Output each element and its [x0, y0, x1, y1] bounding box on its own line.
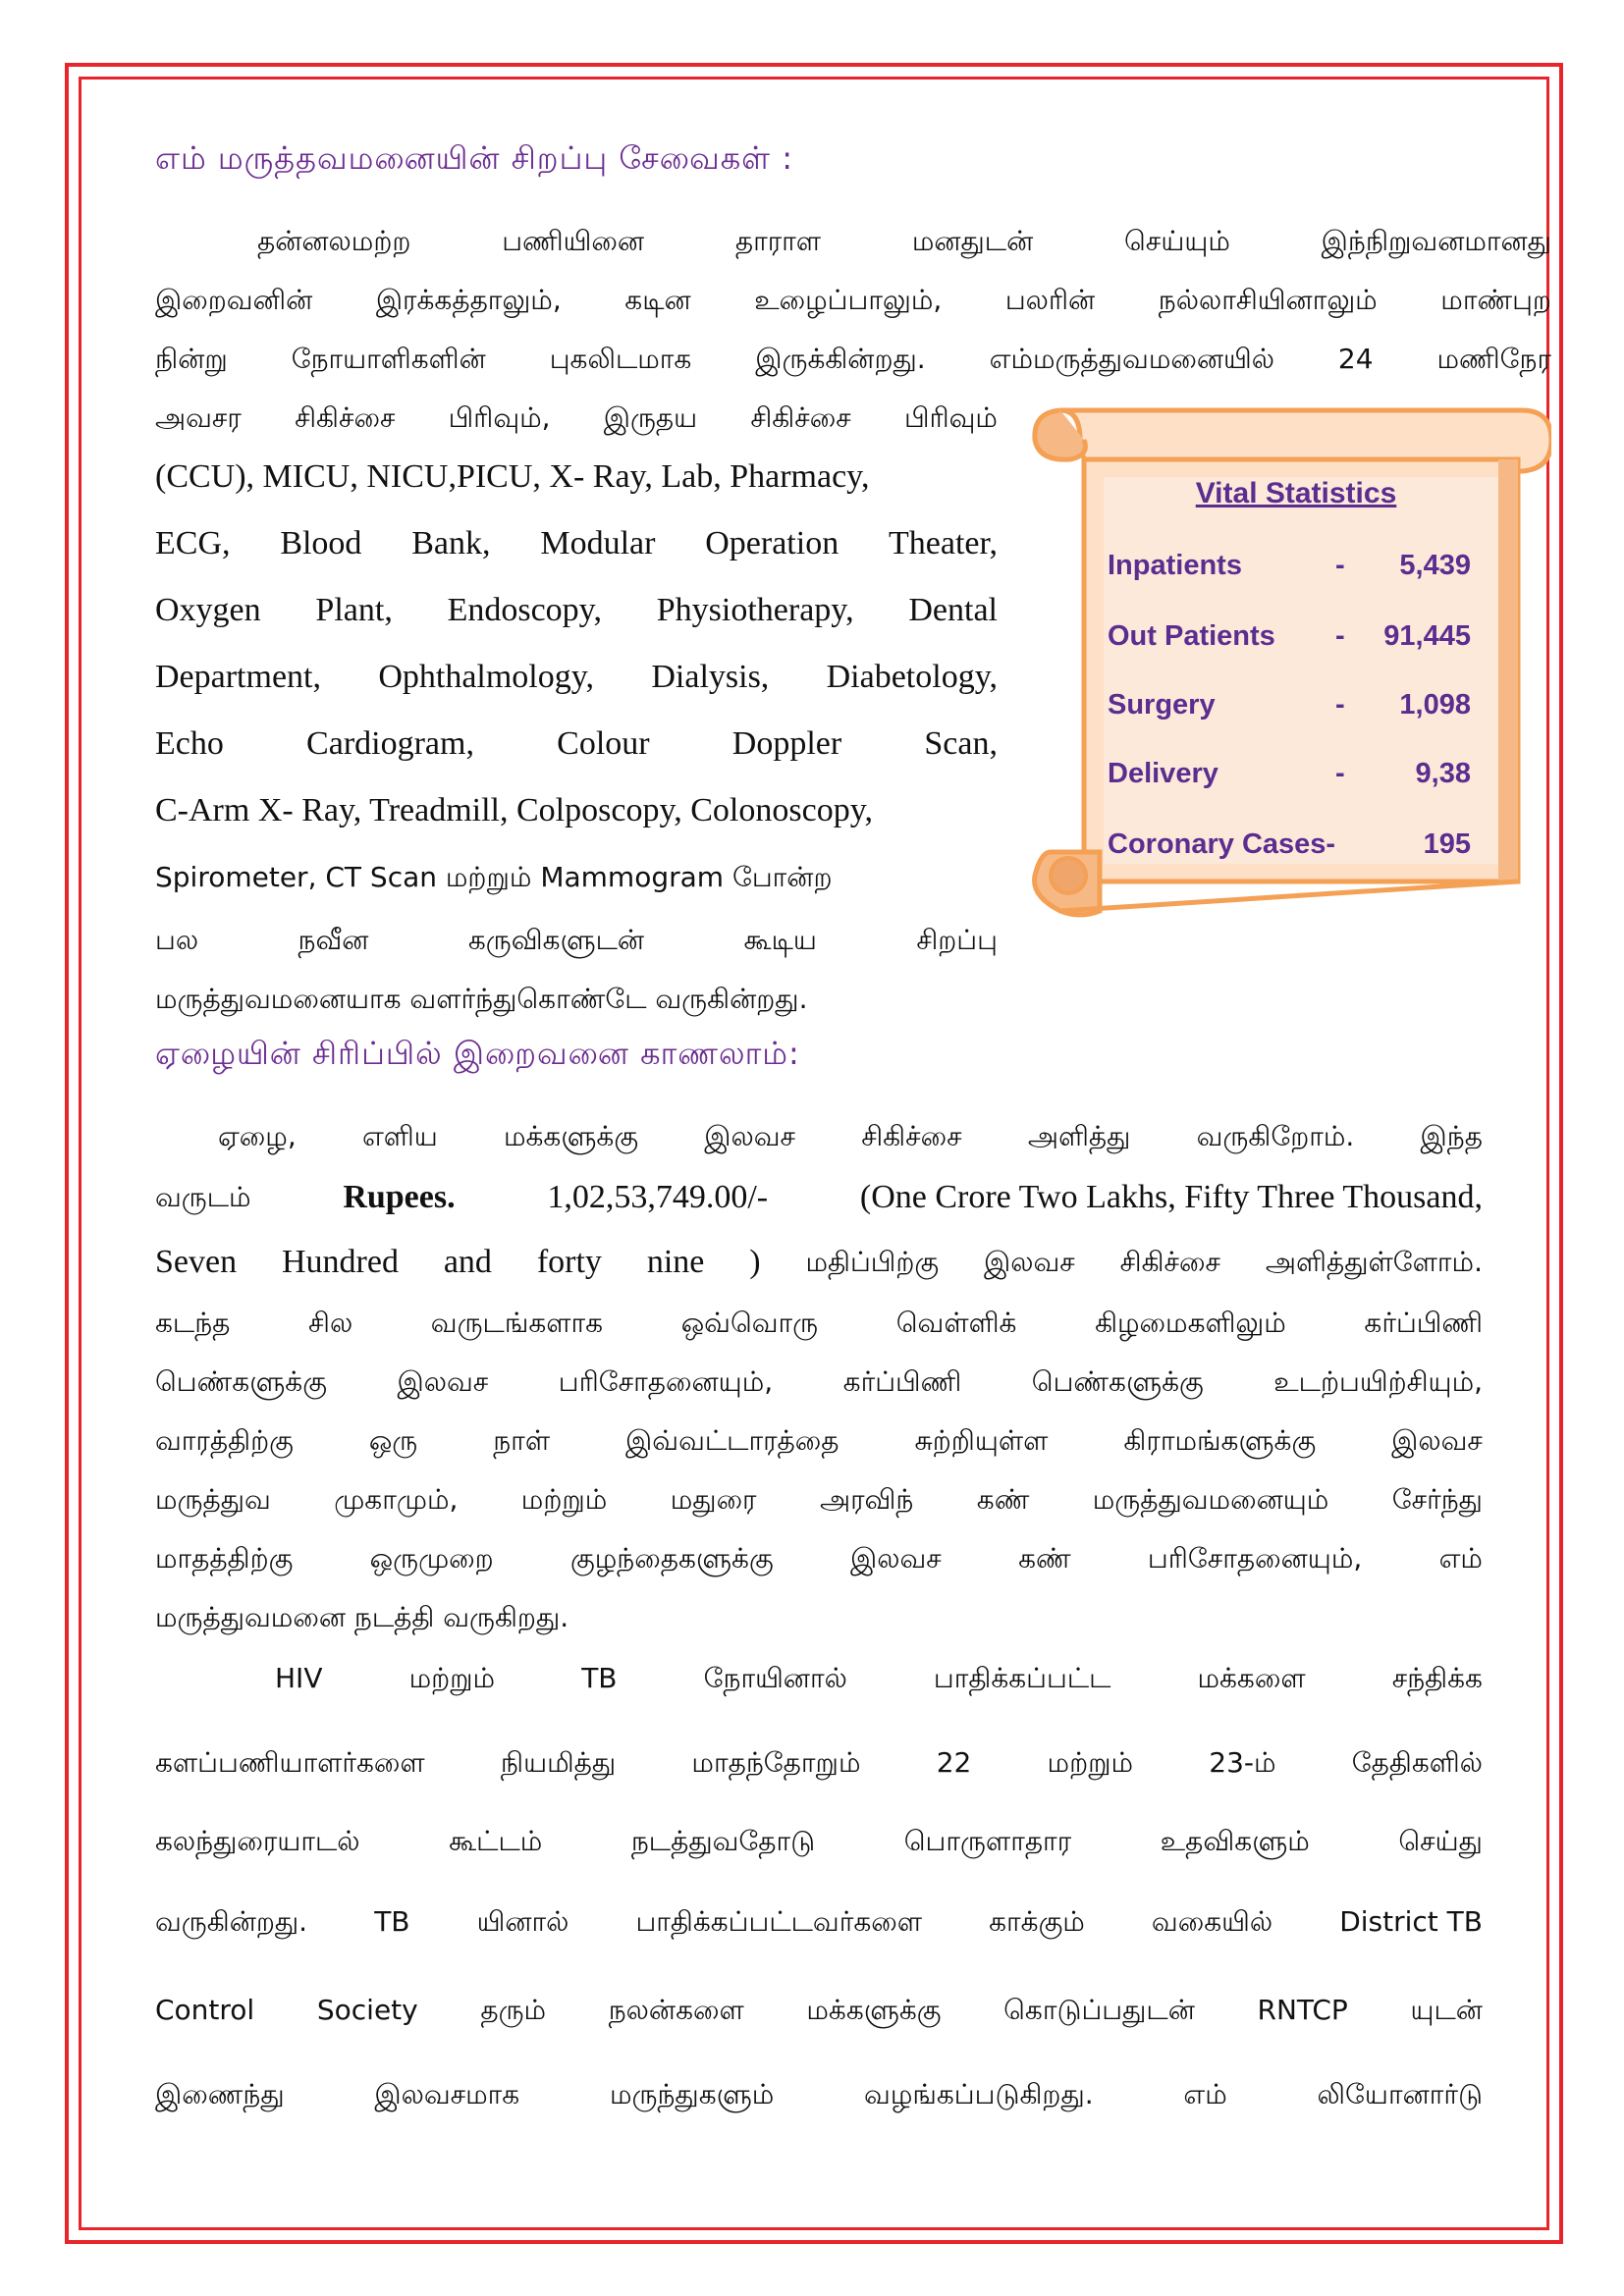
section2-line: [155, 1243, 1483, 1282]
section2-line: [155, 1743, 1483, 1783]
word: மதுரை: [670, 1483, 757, 1516]
word: District TB: [1339, 1905, 1483, 1938]
word: Cardiogram,: [306, 725, 474, 762]
word: இந்த: [1420, 1120, 1483, 1152]
word: Seven: [155, 1244, 238, 1280]
word: யினால்: [476, 1905, 569, 1938]
word: Bank,: [411, 525, 491, 561]
word: வருகிறோம்.: [1196, 1120, 1355, 1152]
word: இலவச: [704, 1120, 796, 1152]
word: இலவசமாக: [374, 2078, 520, 2110]
word: Oxygen: [155, 592, 261, 628]
section1-heading: எம் மருத்தவமனையின் சிறப்பு சேவைகள் :: [155, 139, 793, 177]
section1-line: [257, 222, 1551, 261]
word: கொடுப்பதுடன்: [1003, 1994, 1195, 2026]
word: Society: [316, 1994, 418, 2026]
word: ஏழை,: [218, 1120, 297, 1152]
vital-statistics-row: [1108, 689, 1471, 728]
stat-dash: -: [1335, 689, 1345, 721]
word: மாண்புற: [1440, 284, 1551, 316]
section1-line: [155, 591, 998, 630]
section2-line: [155, 1598, 568, 1637]
section2-line: [155, 1991, 1483, 2030]
word: கிழமைகளிலும்: [1095, 1307, 1286, 1339]
word: பலரின்: [1004, 284, 1096, 316]
word: குழந்தைகளுக்கு: [570, 1542, 774, 1575]
word: யுடன்: [1410, 1994, 1483, 2026]
word: இருக்கின்றது.: [755, 343, 926, 375]
word: மருந்துகளும்: [609, 2078, 775, 2110]
word: களப்பணியாளர்களை: [155, 1746, 425, 1779]
stat-dash: -: [1335, 758, 1345, 789]
word: சந்திக்க: [1391, 1662, 1483, 1694]
section1-line: [155, 858, 998, 897]
word: தேதிகளில்: [1351, 1746, 1483, 1779]
word: Hundred: [281, 1244, 399, 1280]
stat-label: Inpatients: [1108, 550, 1242, 581]
word: உடற்பயிற்சியும்,: [1273, 1365, 1483, 1398]
section2-line: [155, 1178, 1483, 1217]
word: கூட்டம்: [449, 1825, 543, 1857]
word: நின்று: [155, 343, 228, 375]
word: RNTCP: [1257, 1994, 1348, 2026]
word: மருத்துவமனையாக வளர்ந்துகொண்டே வருகின்றது.: [155, 983, 808, 1015]
word: நோயாளிகளின்: [291, 343, 486, 375]
word: பிரிவும்,: [448, 401, 551, 434]
word: வருகின்றது.: [155, 1905, 308, 1938]
word: இறைவனின்: [155, 284, 313, 316]
word: கடின: [624, 284, 691, 316]
section1-line: [155, 399, 998, 438]
word: மனதுடன்: [911, 225, 1034, 257]
word: Department,: [155, 659, 321, 695]
stat-value: 91,445: [1383, 620, 1471, 652]
stat-value: 195: [1423, 828, 1471, 860]
word: Spirometer, CT Scan மற்றும் Mammogram போன்ற: [155, 861, 833, 893]
word: எம்: [1183, 2078, 1227, 2110]
word: 24: [1337, 343, 1374, 375]
word: C-Arm X- Ray, Treadmill, Colposcopy, Colonoscopy,: [155, 792, 873, 828]
word: Control: [155, 1994, 255, 2026]
word: Echo: [155, 725, 224, 762]
word: இந்நிறுவனமானது: [1321, 225, 1551, 257]
stat-label: Coronary Cases-: [1108, 828, 1336, 860]
vital-statistics-row: [1108, 550, 1471, 589]
word: மாதந்தோறும்: [691, 1746, 861, 1779]
word: பரிசோதனையும்,: [558, 1365, 774, 1398]
section2-line: [155, 1822, 1483, 1861]
word: Theater,: [889, 525, 998, 561]
word: Ophthalmology,: [378, 659, 595, 695]
word: பாதிக்கப்பட்ட: [933, 1662, 1111, 1694]
vital-statistics-row: [1108, 828, 1471, 868]
word: இலவச: [397, 1365, 489, 1398]
word: மக்களை: [1197, 1662, 1306, 1694]
stat-value: 9,38: [1415, 758, 1471, 789]
word: Rupees.: [343, 1179, 456, 1215]
word: மற்றும்: [520, 1483, 608, 1516]
word: உதவிகளும்: [1160, 1825, 1310, 1857]
stat-label: Out Patients: [1108, 620, 1275, 652]
section1-line: [155, 281, 1551, 320]
word: வருடங்களாக: [430, 1307, 604, 1339]
section1-line: [155, 524, 998, 563]
word: மருத்துவமனையும்: [1092, 1483, 1329, 1516]
stat-dash: -: [1335, 550, 1345, 581]
word: அளித்துள்ளோம்.: [1265, 1246, 1483, 1278]
word: மற்றும்: [1047, 1746, 1134, 1779]
word: மக்களுக்கு: [503, 1120, 639, 1152]
word: அவசர: [155, 401, 242, 434]
word: வருடம்: [155, 1181, 251, 1213]
word: வெள்ளிக்: [895, 1307, 1017, 1339]
stat-label: Delivery: [1108, 758, 1218, 789]
word: 22: [936, 1746, 972, 1779]
section1-line: [155, 724, 998, 764]
word: சில: [308, 1307, 353, 1339]
word: இவ்வட்டாரத்தை: [625, 1424, 839, 1457]
word: எளிய: [361, 1120, 438, 1152]
section1-line: [155, 791, 998, 830]
word: Blood: [280, 525, 362, 561]
word: Colour: [557, 725, 650, 762]
section1-line: [155, 658, 998, 697]
word: Modular: [540, 525, 656, 561]
word: நடத்துவதோடு: [630, 1825, 816, 1857]
word: மணிநேர: [1436, 343, 1551, 375]
section1-line: [155, 340, 1551, 379]
word: கர்ப்பிணி: [842, 1365, 962, 1398]
section2-line: [155, 1421, 1483, 1461]
word: Dialysis,: [651, 659, 770, 695]
word: (CCU), MICU, NICU,PICU, X- Ray, Lab, Pharmacy,: [155, 458, 870, 495]
word: ஒரு: [368, 1424, 418, 1457]
word: தன்னலமற்ற: [257, 225, 411, 257]
word: அரவிந்: [819, 1483, 914, 1516]
section2-line: [155, 1902, 1483, 1942]
word: செய்யும்: [1124, 225, 1230, 257]
section1-line: [155, 921, 998, 960]
word: செய்து: [1398, 1825, 1483, 1857]
word: பெண்களுக்கு: [1031, 1365, 1204, 1398]
section2-line: [155, 2075, 1483, 2114]
word: சிகிச்சை: [861, 1120, 962, 1152]
word: பெண்களுக்கு: [155, 1365, 327, 1398]
word: இணைந்து: [155, 2078, 285, 2110]
word: ஒவ்வொரு: [680, 1307, 819, 1339]
word: லியோனார்டு: [1317, 2078, 1483, 2110]
word: சிறப்பு: [916, 924, 998, 956]
word: நாள்: [493, 1424, 551, 1457]
section2-heading: ஏழையின் சிரிப்பில் இறைவனை காணலாம்:: [155, 1035, 800, 1072]
word: HIV: [275, 1662, 323, 1694]
word: மதிப்பிற்கு: [805, 1246, 940, 1278]
stat-dash: -: [1335, 620, 1345, 652]
word: முகாமும்,: [334, 1483, 459, 1516]
word: எம்மருத்துவமனையில்: [989, 343, 1274, 375]
word: நியமித்து: [500, 1746, 617, 1779]
word: and: [443, 1244, 492, 1280]
word: கலந்துரையாடல்: [155, 1825, 360, 1857]
word: உழைப்பாலும்,: [754, 284, 943, 316]
word: வாரத்திற்கு: [155, 1424, 294, 1457]
word: Endoscopy,: [447, 592, 602, 628]
word: பல: [155, 924, 199, 956]
stat-value: 1,098: [1399, 689, 1471, 721]
word: மற்றும்: [408, 1662, 496, 1694]
section1-line: [155, 457, 998, 497]
word: ஒருமுறை: [369, 1542, 494, 1575]
section2-line: [155, 1362, 1483, 1402]
word: மாதத்திற்கு: [155, 1542, 294, 1575]
word: பணியினை: [502, 225, 645, 257]
word: பரிசோதனையும்,: [1147, 1542, 1363, 1575]
word: nine: [646, 1244, 705, 1280]
word: சிகிச்சை: [1119, 1246, 1221, 1278]
stat-label: Surgery: [1108, 689, 1216, 721]
word: 23-ம்: [1209, 1746, 1276, 1779]
word: கடந்த: [155, 1307, 231, 1339]
section2-line: [275, 1659, 1483, 1698]
word: தாராள: [734, 225, 822, 257]
word: எம்: [1438, 1542, 1483, 1575]
stat-value: 5,439: [1399, 550, 1471, 581]
section2-line: [155, 1304, 1483, 1343]
word: 1,02,53,749.00/-: [547, 1179, 769, 1215]
word: மருத்துவ: [155, 1483, 271, 1516]
word: பிரிவும்: [903, 401, 998, 434]
word: கர்ப்பிணி: [1364, 1307, 1483, 1339]
word: இலவச: [983, 1246, 1075, 1278]
word: forty: [536, 1244, 602, 1280]
word: (One Crore Two Lakhs, Fifty Three Thousand,: [859, 1179, 1483, 1215]
word: Physiotherapy,: [656, 592, 854, 628]
word: கருவிகளுடன்: [467, 924, 645, 956]
word: TB: [581, 1662, 618, 1694]
word: கண்: [976, 1483, 1030, 1516]
word: Operation: [705, 525, 839, 561]
word: TB: [374, 1905, 410, 1938]
word: இருதய: [603, 401, 698, 434]
word: பொருளாதார: [903, 1825, 1072, 1857]
word: நோயினால்: [703, 1662, 847, 1694]
vital-statistics-title: Vital Statistics: [1195, 477, 1397, 509]
word: ): [749, 1244, 761, 1280]
word: கண்: [1018, 1542, 1071, 1575]
word: மருத்துவமனை நடத்தி வருகிறது.: [155, 1601, 569, 1633]
vital-statistics-row: [1108, 620, 1471, 660]
word: சுற்றியுள்ள: [914, 1424, 1049, 1457]
vital-statistics-row: [1108, 758, 1471, 797]
section2-line: [218, 1117, 1483, 1156]
word: கூடிய: [743, 924, 817, 956]
section2-line: [155, 1539, 1483, 1578]
word: Dental: [908, 592, 998, 628]
word: ECG,: [155, 525, 231, 561]
word: Scan,: [924, 725, 998, 762]
word: இலவச: [849, 1542, 942, 1575]
word: Diabetology,: [826, 659, 998, 695]
word: பாதிக்கப்பட்டவர்களை: [635, 1905, 923, 1938]
word: இலவச: [1391, 1424, 1483, 1457]
word: அளித்து: [1027, 1120, 1131, 1152]
word: நவீன: [298, 924, 369, 956]
word: மக்களுக்கு: [806, 1994, 942, 2026]
word: தரும்: [480, 1994, 547, 2026]
word: சிகிச்சை: [295, 401, 396, 434]
word: Doppler: [731, 725, 842, 762]
word: Plant,: [315, 592, 393, 628]
word: சேர்ந்து: [1391, 1483, 1483, 1516]
word: வகையில்: [1151, 1905, 1273, 1938]
word: புகலிடமாக: [549, 343, 692, 375]
word: இரக்கத்தாலும்,: [375, 284, 562, 316]
word: வழங்கப்படுகிறது.: [864, 2078, 1094, 2110]
word: நலன்களை: [608, 1994, 744, 2026]
section1-line: [155, 980, 807, 1019]
section2-line: [155, 1480, 1483, 1520]
word: சிகிச்சை: [750, 401, 851, 434]
word: காக்கும்: [989, 1905, 1085, 1938]
word: நல்லாசியினாலும்: [1158, 284, 1378, 316]
word: கிராமங்களுக்கு: [1123, 1424, 1317, 1457]
